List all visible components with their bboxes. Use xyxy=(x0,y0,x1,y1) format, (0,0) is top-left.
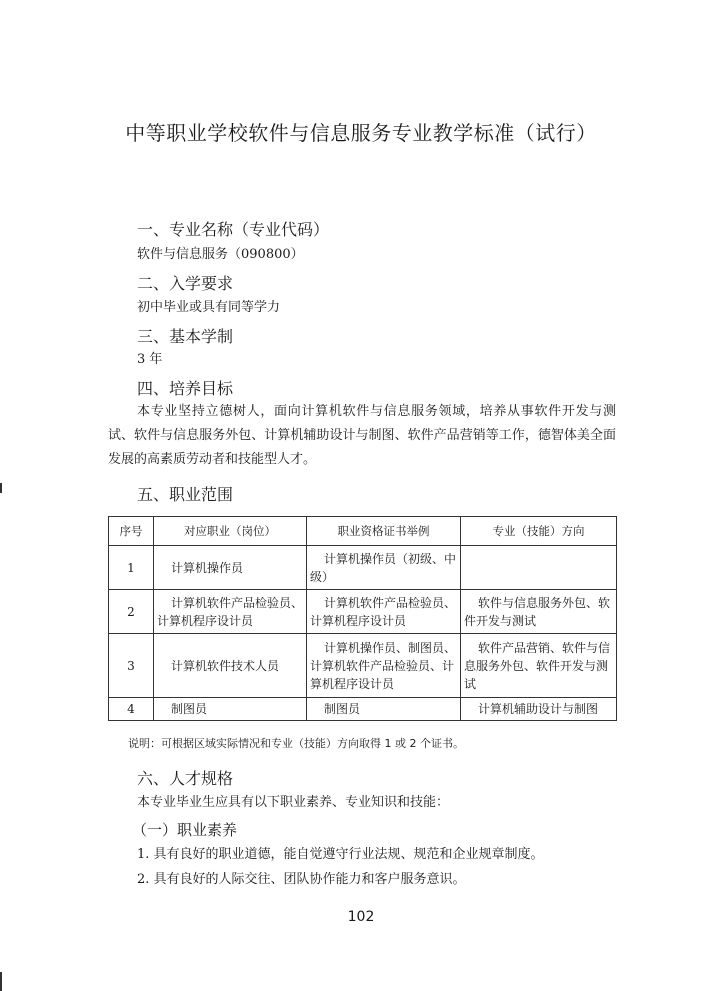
page-number: 102 xyxy=(347,909,375,925)
page-title: 中等职业学校软件与信息服务专业教学标准（试行） xyxy=(125,121,597,145)
table-cell: 2 xyxy=(109,590,154,634)
section-heading: 六、人才规格 xyxy=(137,769,234,788)
subsection-heading: （一）职业素养 xyxy=(132,821,238,839)
table-header-cell: 职业资格证书举例 xyxy=(307,517,461,546)
table-row xyxy=(109,634,617,698)
table-header-row xyxy=(109,517,617,546)
table-row xyxy=(109,546,617,590)
table-cell: 计算机软件产品检验员、计算机程序设计员 xyxy=(307,590,461,634)
table-row xyxy=(109,698,617,721)
list-item: 2. 具有良好的人际交往、团队协作能力和客户服务意识。 xyxy=(137,872,466,887)
section-heading: 三、基本学制 xyxy=(137,327,234,346)
page-edge-mark xyxy=(0,483,2,493)
table-cell: 4 xyxy=(109,698,154,721)
table-cell: 软件与信息服务外包、软件开发与测试 xyxy=(461,590,617,634)
section-heading: 五、职业范围 xyxy=(137,485,234,504)
table-cell: 制图员 xyxy=(307,698,461,721)
page-edge-mark xyxy=(0,972,2,991)
table-header-cell: 序号 xyxy=(109,517,154,546)
table-cell: 计算机软件产品检验员、计算机程序设计员 xyxy=(154,590,307,634)
table-cell: 3 xyxy=(109,634,154,698)
table-cell: 制图员 xyxy=(154,698,307,721)
table-cell: 计算机操作员（初级、中级） xyxy=(307,546,461,590)
career-table xyxy=(108,516,617,721)
section-body: 软件与信息服务（090800） xyxy=(137,247,304,262)
table-note: 说明：可根据区域实际情况和专业（技能）方向取得 1 或 2 个证书。 xyxy=(128,737,464,750)
table-cell: 计算机软件技术人员 xyxy=(154,634,307,698)
table-cell xyxy=(461,546,617,590)
section-body: 初中毕业或具有同等学力 xyxy=(137,300,281,315)
section-body: 3 年 xyxy=(137,352,163,367)
table-header-cell: 专业（技能）方向 xyxy=(461,517,617,546)
section-heading: 一、专业名称（专业代码） xyxy=(137,220,330,239)
section-heading: 二、入学要求 xyxy=(137,274,234,293)
table-row xyxy=(109,590,617,634)
table-cell: 计算机操作员、制图员、计算机软件产品检验员、计算机程序设计员 xyxy=(307,634,461,698)
table-cell: 计算机辅助设计与制图 xyxy=(461,698,617,721)
list-item: 1. 具有良好的职业道德，能自觉遵守行业法规、规范和企业规章制度。 xyxy=(137,847,544,862)
section-paragraph: 本专业坚持立德树人，面向计算机软件与信息服务领域，培养从事软件开发与测试、软件与信息服务外包、计算机辅助设计与制图、软件产品营销等工作，德智体美全面发展的高素质劳动者和技能型人才。 xyxy=(108,404,616,467)
table-cell: 计算机操作员 xyxy=(154,546,307,590)
table-header-cell: 对应职业（岗位） xyxy=(154,517,307,546)
section-intro: 本专业毕业生应具有以下职业素养、专业知识和技能： xyxy=(137,795,450,810)
table-cell: 软件产品营销、软件与信息服务外包、软件开发与测试 xyxy=(461,634,617,698)
section-heading: 四、培养目标 xyxy=(137,379,234,398)
table-cell: 1 xyxy=(109,546,154,590)
